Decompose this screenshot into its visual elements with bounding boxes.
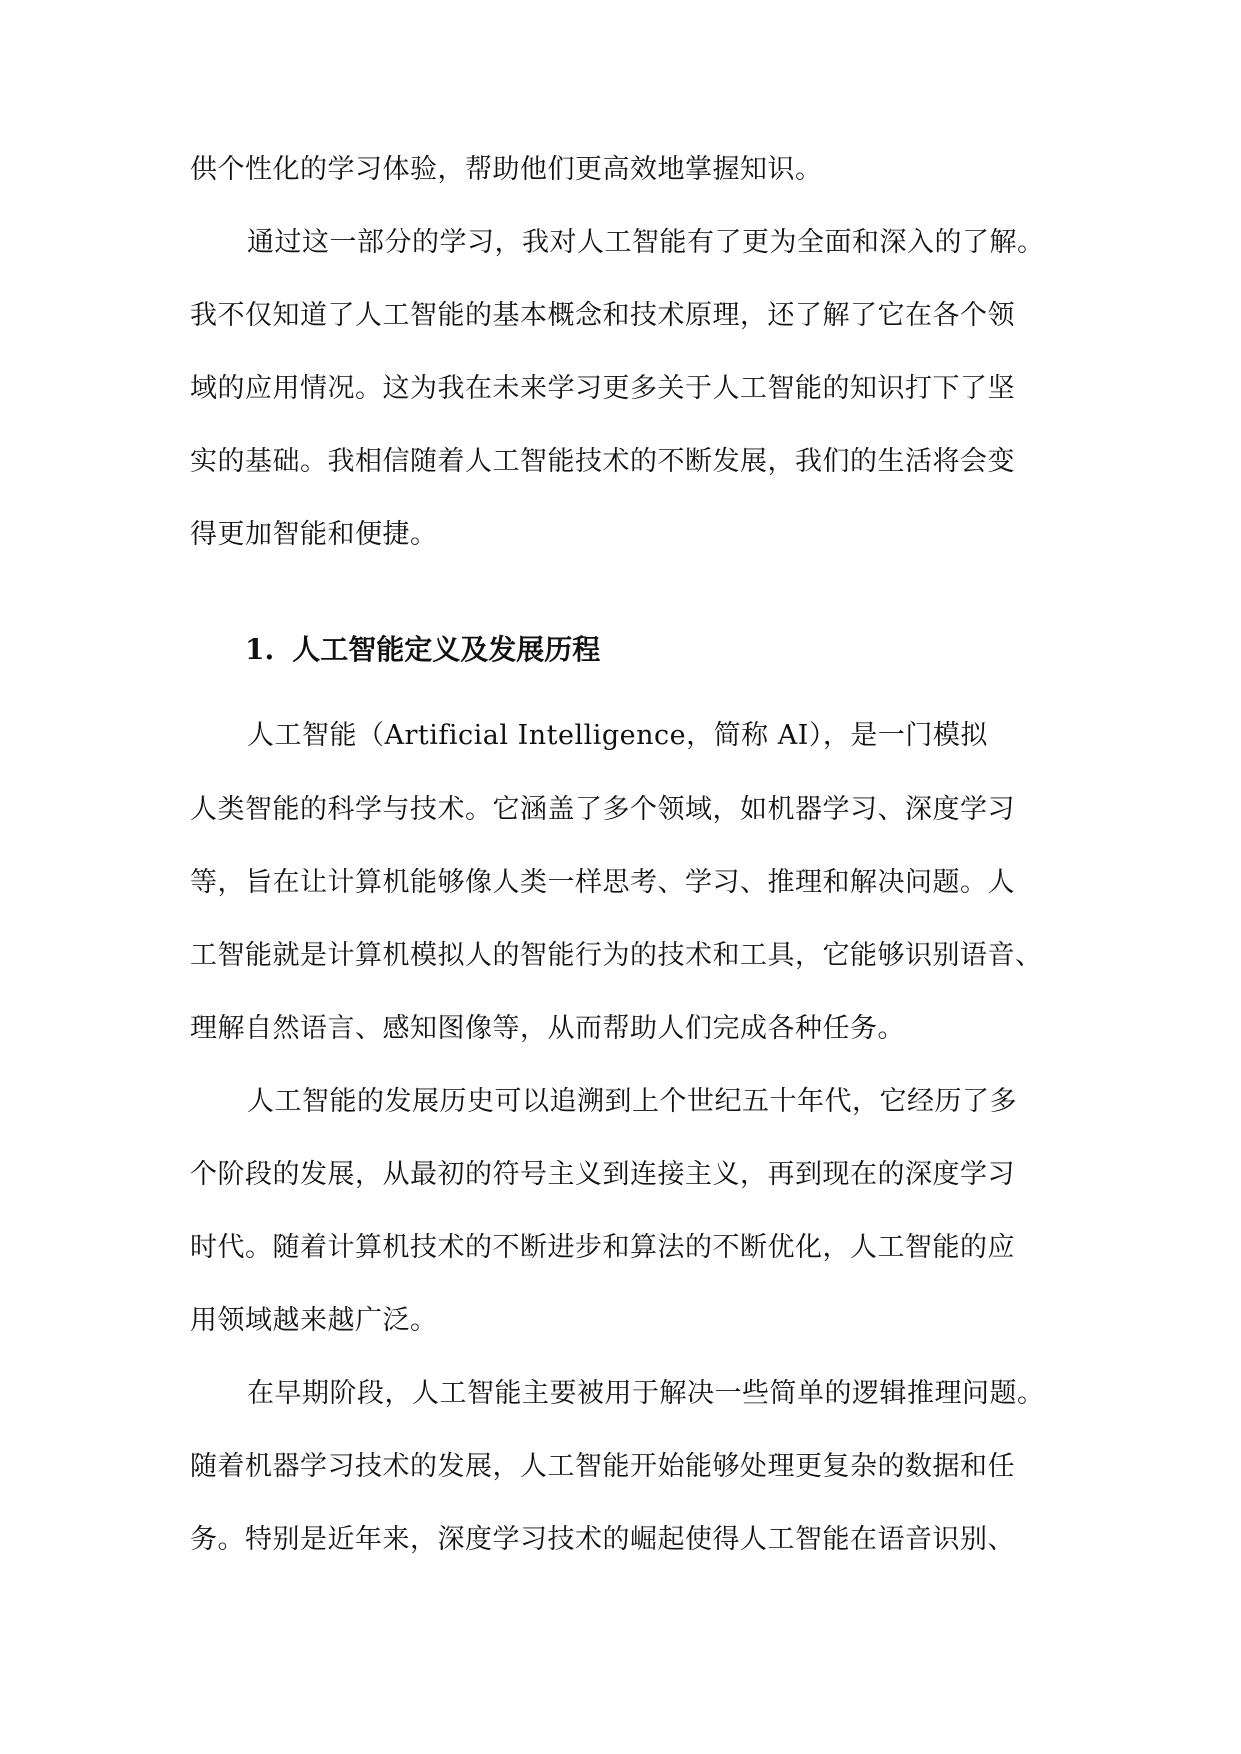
paragraph-line: 在早期阶段，人工智能主要被用于解决一些简单的逻辑推理问题。 — [247, 1378, 1045, 1409]
paragraph-line: 实的基础。我相信随着人工智能技术的不断发展，我们的生活将会变 — [190, 446, 1015, 477]
paragraph-line: 用领域越来越广泛。 — [190, 1305, 438, 1336]
section-number: 1. — [245, 633, 275, 666]
paragraph-line: 得更加智能和便捷。 — [190, 519, 438, 550]
paragraph-line: 通过这一部分的学习，我对人工智能有了更为全面和深入的了解。 — [247, 227, 1045, 258]
section-title: 人工智能定义及发展历程 — [292, 633, 601, 666]
paragraph-line: 理解自然语言、感知图像等，从而帮助人们完成各种任务。 — [190, 1013, 905, 1044]
paragraph-line: 人工智能（Artificial Intelligence，简称 AI），是一门模拟 — [247, 720, 988, 751]
paragraph-line: 时代。随着计算机技术的不断进步和算法的不断优化，人工智能的应 — [190, 1232, 1015, 1263]
paragraph-line: 我不仅知道了人工智能的基本概念和技术原理，还了解了它在各个领 — [190, 300, 1015, 331]
paragraph-line: 随着机器学习技术的发展，人工智能开始能够处理更复杂的数据和任 — [190, 1451, 1015, 1482]
paragraph-line: 供个性化的学习体验，帮助他们更高效地掌握知识。 — [190, 154, 823, 185]
paragraph-line: 务。特别是近年来，深度学习技术的崛起使得人工智能在语音识别、 — [190, 1524, 1015, 1555]
paragraph-line: 域的应用情况。这为我在未来学习更多关于人工智能的知识打下了坚 — [190, 373, 1015, 404]
paragraph-line: 等，旨在让计算机能够像人类一样思考、学习、推理和解决问题。人 — [190, 867, 1015, 898]
paragraph-line: 个阶段的发展，从最初的符号主义到连接主义，再到现在的深度学习 — [190, 1159, 1015, 1190]
paragraph-line: 人工智能的发展历史可以追溯到上个世纪五十年代，它经历了多 — [247, 1086, 1017, 1117]
paragraph-line: 人类智能的科学与技术。它涵盖了多个领域，如机器学习、深度学习 — [190, 794, 1015, 825]
paragraph-line: 工智能就是计算机模拟人的智能行为的技术和工具，它能够识别语音、 — [190, 940, 1043, 971]
section-heading — [245, 630, 600, 670]
